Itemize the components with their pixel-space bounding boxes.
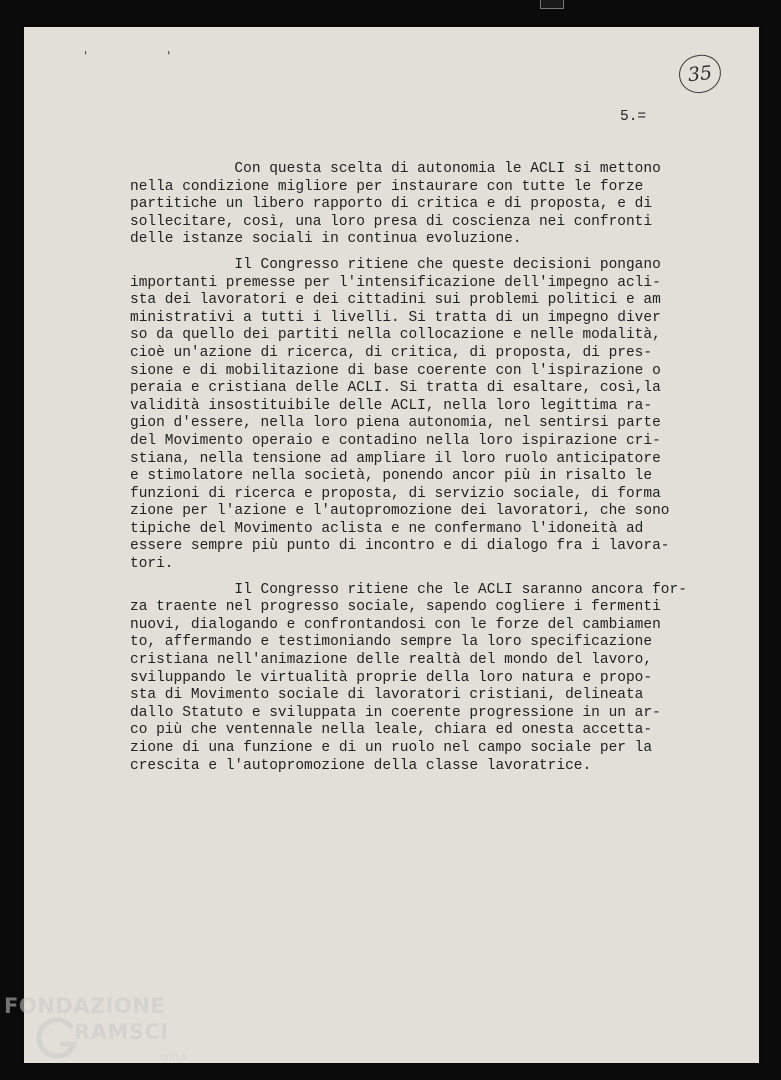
text-line: delle istanze sociali in continua evoluzione.: [130, 231, 522, 248]
text-line: zione di una funzione e di un ruolo nel campo sociale per la: [130, 740, 653, 756]
paragraph: [130, 161, 690, 249]
text-line: Con questa scelta di autonomia le ACLI si mettono: [130, 161, 661, 177]
text-line: funzioni di ricerca e proposta, di servizio sociale, di forma: [130, 485, 661, 502]
text-line: nella condizione migliore per instaurare con tutte le forze: [130, 178, 644, 195]
text-line: partitiche un libero rapporto di critica e di proposta, e di: [130, 196, 653, 213]
scanner-tab: [540, 0, 564, 9]
paragraph: [130, 257, 690, 574]
text-line: sollecitare, così, una loro presa di coscienza nei confronti: [130, 213, 653, 230]
text-line: so da quello dei partiti nella collocazione e nelle modalità,: [130, 327, 661, 344]
text-line: Il Congresso ritiene che le ACLI saranno ancora for-: [130, 581, 687, 598]
text-line: tipiche del Movimento aclista e ne confermano l'idoneità ad: [130, 520, 644, 537]
text-line: nuovi, dialogando e confrontandosi con le forze del cambiamen: [130, 616, 661, 633]
text-line: ministrativi a tutti i livelli. Si tratta di un impegno diver: [130, 309, 661, 326]
margin-ticks: ' ': [84, 49, 209, 63]
text-line: dallo Statuto e sviluppata in coerente progressione in un ar-: [130, 704, 661, 721]
text-line: sta di Movimento sociale di lavoratori cristiani, delineata: [130, 687, 644, 704]
document-body: [130, 161, 690, 783]
text-line: cristiana nell'animazione delle realtà del mondo del lavoro,: [130, 652, 653, 669]
document-page: [24, 27, 759, 1063]
text-line: peraia e cristiana delle ACLI. Si tratta di esaltare, così,la: [130, 380, 661, 397]
text-line: zione per l'azione e l'autopromozione dei lavoratori, che sono: [130, 503, 670, 520]
watermark-line-3: onlus: [160, 1052, 187, 1063]
text-line: importanti premesse per l'intensificazione dell'impegno acli-: [130, 274, 661, 291]
text-line: tori.: [130, 556, 174, 573]
archive-watermark: [4, 994, 194, 1074]
text-line: Il Congresso ritiene che queste decisioni pongano: [130, 256, 661, 273]
paragraph: [130, 582, 690, 776]
text-line: stiana, nella tensione ad ampliare il loro ruolo anticipatore: [130, 450, 661, 467]
handwritten-folio-number: [677, 53, 723, 95]
text-line: essere sempre più punto di incontro e di dialogo fra i lavora-: [130, 538, 670, 555]
text-line: del Movimento operaio e contadino nella loro ispirazione cri-: [130, 432, 661, 449]
text-line: cioè un'azione di ricerca, di critica, di proposta, di pres-: [130, 344, 653, 361]
text-line: sviluppando le virtualità proprie della loro natura e propo-: [130, 669, 653, 686]
text-line: crescita e l'autopromozione della classe lavoratrice.: [130, 757, 592, 774]
text-line: gion d'essere, nella loro piena autonomia, nel sentirsi parte: [130, 415, 661, 432]
text-line: sta dei lavoratori e dei cittadini sui problemi politici e am: [130, 292, 661, 309]
text-line: sione e di mobilitazione di base coerente con l'ispirazione o: [130, 362, 661, 379]
text-line: e stimolatore nella società, ponendo ancor più in risalto le: [130, 468, 653, 485]
page-number: 5.=: [620, 109, 647, 125]
text-line: validità insostituibile delle ACLI, nella loro legittima ra-: [130, 397, 653, 414]
text-line: za traente nel progresso sociale, sapendo cogliere i fermenti: [130, 599, 661, 616]
folio-number-text: 35: [686, 61, 714, 87]
watermark-line-1: FONDAZIONE: [4, 994, 166, 1018]
text-line: co più che ventennale nella leale, chiara ed onesta accetta-: [130, 722, 653, 739]
text-line: to, affermando e testimoniando sempre la loro specificazione: [130, 634, 653, 651]
watermark-line-2: RAMSCI: [74, 1020, 169, 1044]
